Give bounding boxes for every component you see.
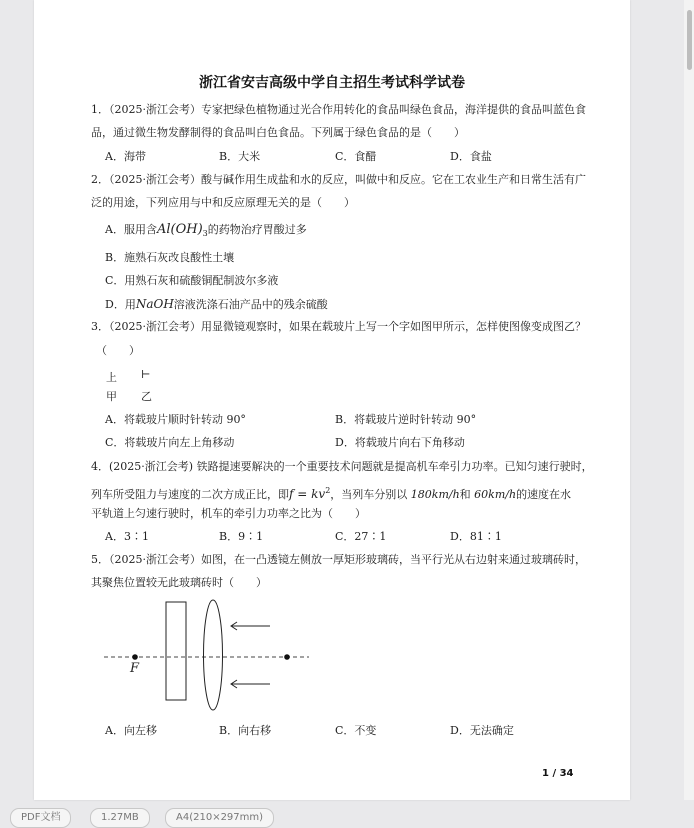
focus-label: F	[130, 661, 140, 676]
q3-figure-jia-char: 上	[106, 371, 117, 384]
document-page	[34, 0, 630, 800]
q1-stem-line2: 品，通过微生物发酵制得的食品叫白色食品。下列属于绿色食品的是（ ）	[91, 126, 465, 139]
q1-option-c: C．食醋	[335, 150, 377, 163]
q1-stem-line1: 1．（2025·浙江会考）专家把绿色植物通过光合作用转化的食品叫绿色食品，海洋提供的食品叫蓝色食	[91, 103, 586, 116]
q4-stem-line1: 4．(2025·浙江会考) 铁路提速要解决的一个重要技术问题就是提高机车牵引力功率。已知匀速行驶时，	[91, 460, 593, 473]
q1-option-d: D．食盐	[450, 150, 492, 163]
q3-option-a: A．将载玻片顺时针转动 90°	[105, 413, 246, 426]
q5-stem-line1: 5．（2025·浙江会考）如图，在一凸透镜左侧放一厚矩形玻璃砖，当平行光从右边射来通过玻璃砖时，	[91, 553, 586, 566]
q2-option-b: B．施熟石灰改良酸性土壤	[105, 251, 235, 264]
scrollbar-thumb[interactable]	[687, 10, 692, 70]
focus-point-left	[132, 654, 138, 660]
q4-stem-line3: 平轨道上匀速行驶时，机车的牵引力功率之比为（ ）	[91, 507, 366, 520]
file-info-bar	[0, 808, 694, 823]
q5-option-a: A．向左移	[105, 724, 157, 737]
q2-stem-line1: 2．（2025·浙江会考）酸与碱作用生成盐和水的反应，叫做中和反应。它在工农业生产和日常生活有广	[91, 173, 586, 186]
q5-stem-line2: 其聚焦位置较无此玻璃砖时（ ）	[91, 576, 267, 589]
paper-size-chip[interactable]: A4(210×297mm)	[165, 808, 274, 828]
q4-option-d: D．81∶1	[450, 530, 502, 543]
page-indicator: 1 / 34	[542, 768, 574, 779]
vertical-scrollbar[interactable]	[684, 0, 694, 800]
q2-stem-line2: 泛的用途，下列应用与中和反应原理无关的是（ ）	[91, 196, 355, 209]
q1-option-a: A．海带	[105, 150, 146, 163]
q4-option-a: A．3∶1	[105, 530, 149, 543]
q1-option-b: B．大米	[219, 150, 261, 163]
q2-option-d: D．用NaOH溶液洗涤石油产品中的残余硫酸	[105, 297, 328, 311]
file-type-chip[interactable]: PDF文档	[10, 808, 71, 828]
q3-figure-yi-char: ⊢	[141, 368, 151, 381]
q5-option-b: B．向右移	[219, 724, 272, 737]
q3-stem-line2: （ ）	[96, 344, 140, 357]
convex-lens	[204, 600, 223, 710]
q3-figure-yi-label: 乙	[141, 390, 152, 403]
q3-option-b: B．将载玻片逆时针转动 90°	[335, 413, 477, 426]
q4-option-c: C．27∶1	[335, 530, 387, 543]
page-title: 浙江省安吉高级中学自主招生考试科学试卷	[199, 75, 465, 91]
q4-stem-line2: 列车所受阻力与速度的二次方成正比，即$f = kv^2$，当列车分别以 180km/h和 60km/h的速度在水	[91, 486, 572, 501]
q3-stem-line1: 3．（2025·浙江会考）用显微镜观察时，如果在载玻片上写一个字如图甲所示，怎样使图像变成图乙？	[91, 320, 586, 333]
q5-option-d: D．无法确定	[450, 724, 514, 737]
focus-point-right	[284, 654, 290, 660]
q2-option-c: C．用熟石灰和硫酸铜配制波尔多液	[105, 274, 279, 287]
q2-option-a: A．服用含$Al(OH)_3$的药物治疗胃酸过多	[105, 222, 307, 238]
q3-figure-jia-label: 甲	[106, 390, 117, 403]
glass-brick	[166, 602, 186, 700]
q5-optics-diagram	[34, 0, 630, 800]
q5-option-c: C．不变	[335, 724, 377, 737]
q3-option-c: C．将载玻片向左上角移动	[105, 436, 235, 449]
q3-option-d: D．将载玻片向右下角移动	[335, 436, 465, 449]
file-size-chip[interactable]: 1.27MB	[90, 808, 150, 828]
q4-option-b: B．9∶1	[219, 530, 264, 543]
